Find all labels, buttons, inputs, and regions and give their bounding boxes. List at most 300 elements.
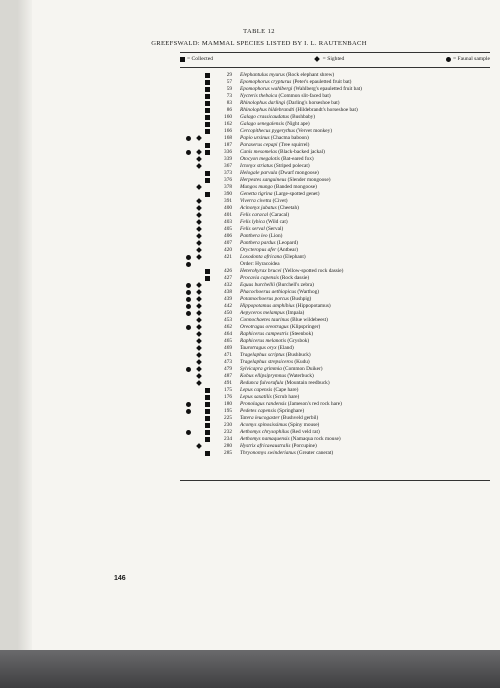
species-name <box>240 184 317 191</box>
species-number: 285 <box>224 450 232 456</box>
sighted-diamond-icon <box>196 184 202 190</box>
sighted-diamond-icon <box>196 331 202 337</box>
species-number: 280 <box>224 443 232 449</box>
species-name <box>240 177 330 184</box>
species-name <box>240 401 342 408</box>
sighted-diamond-icon <box>196 212 202 218</box>
table-row <box>18 79 500 86</box>
scientific-name: Felis lybica <box>240 219 265 225</box>
legend <box>180 56 490 62</box>
scientific-name: Aepyceros melampus <box>240 310 285 316</box>
scientific-name: Procavia capensis <box>240 275 279 281</box>
sighted-diamond-icon <box>196 380 202 386</box>
common-name: (Darling's horseshoe bat) <box>286 100 340 106</box>
table-row <box>18 415 500 422</box>
table-row <box>18 359 500 366</box>
common-name: (Steenbok) <box>289 331 313 337</box>
common-name: (Bushpig) <box>290 296 312 302</box>
table-row <box>18 268 500 275</box>
page-number: 146 <box>114 575 126 582</box>
common-name: (Black-backed jackal) <box>278 149 325 155</box>
species-number: 491 <box>224 380 232 386</box>
collected-square-icon <box>205 101 210 106</box>
species-number: 426 <box>224 268 232 274</box>
legend-collected-label: = Collected <box>187 56 213 62</box>
species-name <box>240 254 306 261</box>
scientific-name: Paraxerus cepapi <box>240 142 278 148</box>
scientific-name: Oreotragus oreotragus <box>240 324 289 330</box>
species-name <box>240 170 319 177</box>
table-row <box>18 310 500 317</box>
species-name <box>240 79 351 86</box>
scientific-name: Raphicerus campestris <box>240 331 289 337</box>
species-name <box>240 296 311 303</box>
collected-square-icon <box>205 430 210 435</box>
sighted-diamond-icon <box>196 345 202 351</box>
faunal-sample-dot-icon <box>186 255 191 260</box>
common-name: (Leopard) <box>276 240 299 246</box>
species-name <box>240 72 334 79</box>
common-name: (Chacma baboon) <box>270 135 309 141</box>
scientific-name: Loxodonta africana <box>240 254 282 260</box>
common-name: (Bushveld gerbil) <box>281 415 319 421</box>
species-name <box>240 198 288 205</box>
table-row <box>18 324 500 331</box>
scientific-name: Acomys spinosissimus <box>240 422 287 428</box>
table-number: TABLE 12 <box>243 28 275 35</box>
collected-square-icon <box>205 395 210 400</box>
dot-icon <box>446 57 451 62</box>
common-name: (Eland) <box>277 345 294 351</box>
common-name: (Hildebrandt's horseshoe bat) <box>295 107 358 113</box>
collected-square-icon <box>205 143 210 148</box>
species-name <box>240 226 283 233</box>
sighted-diamond-icon <box>196 156 202 162</box>
species-name <box>240 268 343 275</box>
species-name <box>240 436 341 443</box>
scientific-name: Felis caracal <box>240 212 269 218</box>
species-number: 438 <box>224 289 232 295</box>
table-row <box>18 86 500 93</box>
species-number: 401 <box>224 212 232 218</box>
species-name <box>240 282 314 289</box>
collected-square-icon <box>205 437 210 442</box>
table-row <box>18 373 500 380</box>
species-name <box>240 394 299 401</box>
faunal-sample-dot-icon <box>186 430 191 435</box>
species-number: 432 <box>224 282 232 288</box>
faunal-sample-dot-icon <box>186 311 191 316</box>
sighted-diamond-icon <box>196 135 202 141</box>
collected-square-icon <box>205 122 210 127</box>
species-number: 232 <box>224 429 232 435</box>
species-name <box>240 429 320 436</box>
species-name <box>240 135 309 142</box>
faunal-sample-dot-icon <box>186 402 191 407</box>
table-row <box>18 121 500 128</box>
species-number: 234 <box>224 436 232 442</box>
species-name <box>240 149 325 156</box>
common-name: (Warthog) <box>297 289 320 295</box>
common-name: (Slender mongoose) <box>287 177 331 183</box>
table-row <box>18 282 500 289</box>
scientific-name: Epomophorus wahlbergi <box>240 86 293 92</box>
common-name: (Red veld rat) <box>290 429 320 435</box>
sighted-diamond-icon <box>196 240 202 246</box>
species-number: 405 <box>224 226 232 232</box>
common-name: (Burchell's zebra) <box>276 282 314 288</box>
table-row <box>18 177 500 184</box>
species-name <box>240 289 319 296</box>
legend-collected <box>180 56 213 62</box>
table-row <box>18 72 500 79</box>
collected-square-icon <box>205 108 210 113</box>
faunal-sample-dot-icon <box>186 290 191 295</box>
sighted-diamond-icon <box>196 359 202 365</box>
collected-square-icon <box>205 129 210 134</box>
scientific-name: Galago crassicaudatus <box>240 114 289 120</box>
scientific-name: Kobus ellipsiprymnus <box>240 373 287 379</box>
table-row <box>18 93 500 100</box>
species-number: 473 <box>224 359 232 365</box>
diamond-icon <box>314 56 320 62</box>
species-name <box>240 121 310 128</box>
common-name: (Wahlberg's epauletted fruit bat) <box>293 86 362 92</box>
collected-square-icon <box>205 269 210 274</box>
scientific-name: Canis mesomelas <box>240 149 277 155</box>
table-row <box>18 450 500 457</box>
common-name: (Greater canerat) <box>297 450 334 456</box>
scientific-name: Otocyon megalotis <box>240 156 280 162</box>
scientific-name: Heterohyrax brucei <box>240 268 282 274</box>
table-row <box>18 345 500 352</box>
faunal-sample-dot-icon <box>186 283 191 288</box>
species-name <box>240 408 304 415</box>
common-name: (Vervet monkey) <box>296 128 333 134</box>
species-name <box>240 331 313 338</box>
table-row <box>18 443 500 450</box>
scientific-name: Papio ursinus <box>240 135 270 141</box>
species-name <box>240 380 330 387</box>
collected-square-icon <box>205 171 210 176</box>
table-row <box>18 233 500 240</box>
species-name <box>240 156 314 163</box>
table-row <box>18 212 500 219</box>
collected-square-icon <box>205 192 210 197</box>
species-number: 465 <box>224 338 232 344</box>
collected-square-icon <box>205 115 210 120</box>
species-number: 453 <box>224 317 232 323</box>
legend-faunal <box>446 56 490 62</box>
species-name <box>240 345 294 352</box>
species-name <box>240 261 280 268</box>
species-name <box>240 128 332 135</box>
table-title: GREEFSWALD: MAMMAL SPECIES LISTED BY I. L. RAUTENBACH <box>151 40 367 47</box>
species-name <box>240 219 288 226</box>
table-row <box>18 184 500 191</box>
species-number: 29 <box>226 72 232 78</box>
table-row <box>18 436 500 443</box>
scientific-name: Pronolagus randensis <box>240 401 287 407</box>
scientific-name: Redunca fulvorufula <box>240 380 284 386</box>
species-number: 407 <box>224 240 232 246</box>
common-name: (Antbear) <box>277 247 299 253</box>
species-number: 175 <box>224 387 232 393</box>
common-name: (Spiny mouse) <box>288 422 320 428</box>
sighted-diamond-icon <box>196 352 202 358</box>
species-name <box>240 212 289 219</box>
common-name: (Tree squirrel) <box>278 142 310 148</box>
page-left-edge <box>0 0 18 688</box>
table-row <box>18 296 500 303</box>
common-name: (Serval) <box>266 226 284 232</box>
species-number: 469 <box>224 345 232 351</box>
sighted-diamond-icon <box>196 296 202 302</box>
species-number: 376 <box>224 177 232 183</box>
common-name: (Night ape) <box>285 121 310 127</box>
species-number: 59 <box>226 86 232 92</box>
species-number: 406 <box>224 233 232 239</box>
collected-square-icon <box>205 388 210 393</box>
scientific-name: Helogale parvula <box>240 170 278 176</box>
common-name: (Porcupine) <box>291 443 317 449</box>
species-number: 86 <box>226 107 232 113</box>
species-number: 83 <box>226 100 232 106</box>
species-number: 462 <box>224 324 232 330</box>
species-number: 471 <box>224 352 232 358</box>
collected-square-icon <box>205 73 210 78</box>
common-name: (Common slit-faced bat) <box>278 93 331 99</box>
species-name <box>240 205 299 212</box>
sighted-diamond-icon <box>196 219 202 225</box>
table-row <box>18 163 500 170</box>
species-number: 464 <box>224 331 232 337</box>
scientific-name: Raphicerus melanotis <box>240 338 287 344</box>
species-number: 378 <box>224 184 232 190</box>
table-row <box>18 289 500 296</box>
common-name: (Large-spotted genet) <box>273 191 320 197</box>
faunal-sample-dot-icon <box>186 304 191 309</box>
table-row <box>18 380 500 387</box>
common-name: (Mountain reedbuck) <box>284 380 330 386</box>
scientific-name: Lepus saxatilis <box>240 394 272 400</box>
table-row <box>18 191 500 198</box>
species-name <box>240 275 309 282</box>
table-row <box>18 401 500 408</box>
collected-square-icon <box>205 416 210 421</box>
species-name <box>240 317 328 324</box>
legend-rule <box>180 67 490 68</box>
collected-square-icon <box>205 451 210 456</box>
table-row <box>18 254 500 261</box>
common-name: (Namaqua rock mouse) <box>290 436 341 442</box>
species-number: 160 <box>224 114 232 120</box>
scientific-name: Herpestes sanguineus <box>240 177 287 183</box>
species-name <box>240 142 309 149</box>
species-number: 336 <box>224 149 232 155</box>
scientific-name: Rhinolophus darlingi <box>240 100 286 106</box>
bottom-rule <box>180 480 490 481</box>
table-row <box>18 142 500 149</box>
common-name: (Yellow-spotted rock dassie) <box>282 268 344 274</box>
scientific-name: Hippopotamus amphibius <box>240 303 295 309</box>
faunal-sample-dot-icon <box>186 150 191 155</box>
table-row <box>18 107 500 114</box>
table-row <box>18 352 500 359</box>
species-number: 427 <box>224 275 232 281</box>
scientific-name: Panthera pardus <box>240 240 276 246</box>
common-name: (Civet) <box>272 198 288 204</box>
sighted-diamond-icon <box>196 338 202 344</box>
book-page <box>18 0 500 650</box>
table-row <box>18 394 500 401</box>
species-number: 367 <box>224 163 232 169</box>
table-row <box>18 303 500 310</box>
common-name: (Elephant) <box>283 254 306 260</box>
sighted-diamond-icon <box>196 443 202 449</box>
scientific-name: Panthera leo <box>240 233 268 239</box>
collected-square-icon <box>205 276 210 281</box>
species-number: 180 <box>224 401 232 407</box>
species-number: 390 <box>224 191 232 197</box>
scientific-name: Tatera leucogaster <box>240 415 280 421</box>
species-name <box>240 324 320 331</box>
species-number: 166 <box>224 128 232 134</box>
table-row <box>18 198 500 205</box>
scientific-name: Lepus capensis <box>240 387 273 393</box>
sighted-diamond-icon <box>196 289 202 295</box>
scientific-name: Orycteropus afer <box>240 247 277 253</box>
sighted-diamond-icon <box>196 310 202 316</box>
scientific-name: Viverra civetta <box>240 198 272 204</box>
species-name <box>240 352 311 359</box>
legend-sighted <box>315 56 345 62</box>
species-name <box>240 422 319 429</box>
table-row <box>18 226 500 233</box>
scientific-name: Aethomys namaquensis <box>240 436 290 442</box>
table-row <box>18 317 500 324</box>
species-number: 230 <box>224 422 232 428</box>
species-number: 225 <box>224 415 232 421</box>
legend-sighted-label: = Sighted <box>322 56 345 62</box>
common-name: Order: Hyracoidea <box>240 261 280 267</box>
table-row <box>18 205 500 212</box>
species-number: 442 <box>224 303 232 309</box>
common-name: (Blue wildebeest) <box>290 317 328 323</box>
scientific-name: Equus burchellii <box>240 282 275 288</box>
top-rule <box>180 52 490 53</box>
sighted-diamond-icon <box>196 226 202 232</box>
sighted-diamond-icon <box>196 317 202 323</box>
table-row <box>18 422 500 429</box>
common-name: (Banded mongoose) <box>274 184 317 190</box>
species-name <box>240 373 314 380</box>
scientific-name: Ictonyx striatus <box>240 163 273 169</box>
species-name <box>240 107 358 114</box>
common-name: (Rock elephant shrew) <box>286 72 335 78</box>
species-number: 420 <box>224 247 232 253</box>
sighted-diamond-icon <box>196 303 202 309</box>
species-name <box>240 233 282 240</box>
species-name <box>240 310 304 317</box>
scientific-name: Hystrix africaeaustralis <box>240 443 291 449</box>
common-name: (Kudu) <box>294 359 310 365</box>
table-row <box>18 100 500 107</box>
species-name <box>240 86 362 93</box>
species-number: 421 <box>224 254 232 260</box>
species-number: 176 <box>224 394 232 400</box>
collected-square-icon <box>205 409 210 414</box>
species-name <box>240 415 318 422</box>
scientific-name: Rhinolophus hildebrandti <box>240 107 295 113</box>
species-number: 162 <box>224 121 232 127</box>
sighted-diamond-icon <box>196 247 202 253</box>
table-row <box>18 128 500 135</box>
scientific-name: Thryonomys swinderianus <box>240 450 296 456</box>
common-name: (Wild cat) <box>266 219 288 225</box>
scientific-name: Nycteris thebaica <box>240 93 278 99</box>
square-icon <box>180 57 185 62</box>
species-number: 403 <box>224 219 232 225</box>
faunal-sample-dot-icon <box>186 367 191 372</box>
species-name <box>240 100 340 107</box>
scientific-name: Potamochoerus porcus <box>240 296 289 302</box>
common-name: (Springhare) <box>277 408 305 414</box>
species-name <box>240 366 323 373</box>
common-name: (Hippopotamus) <box>295 303 331 309</box>
species-number: 73 <box>226 93 232 99</box>
common-name: (Grysbok) <box>287 338 310 344</box>
species-number: 339 <box>224 156 232 162</box>
sighted-diamond-icon <box>196 198 202 204</box>
faunal-sample-dot-icon <box>186 136 191 141</box>
collected-square-icon <box>205 423 210 428</box>
common-name: (Bat-eared fox) <box>281 156 314 162</box>
table-row <box>18 156 500 163</box>
sighted-diamond-icon <box>196 163 202 169</box>
scientific-name: Aethomys chrysophilus <box>240 429 289 435</box>
faunal-sample-dot-icon <box>186 325 191 330</box>
scientific-name: Tragelaphus strepsiceros <box>240 359 294 365</box>
sighted-diamond-icon <box>196 205 202 211</box>
species-number: 187 <box>224 142 232 148</box>
table-row <box>18 149 500 156</box>
species-name <box>240 163 310 170</box>
table-row <box>18 247 500 254</box>
table-row <box>18 408 500 415</box>
common-name: (Caracal) <box>269 212 290 218</box>
sighted-diamond-icon <box>196 233 202 239</box>
collected-square-icon <box>205 150 210 155</box>
scientific-name: Mungos mungo <box>240 184 273 190</box>
scientific-name: Galago senegalensis <box>240 121 284 127</box>
common-name: (Striped polecat) <box>274 163 310 169</box>
scientific-name: Tragelaphus scriptus <box>240 352 285 358</box>
sighted-diamond-icon <box>196 324 202 330</box>
collected-square-icon <box>205 87 210 92</box>
scientific-name: Pedetes capensis <box>240 408 277 414</box>
species-name <box>240 247 298 254</box>
species-name <box>240 450 333 457</box>
species-number: 400 <box>224 205 232 211</box>
common-name: (Rock dassie) <box>280 275 310 281</box>
collected-square-icon <box>205 80 210 85</box>
common-name: (Bushbaby) <box>290 114 316 120</box>
common-name: (Bushbuck) <box>285 352 311 358</box>
species-number: 57 <box>226 79 232 85</box>
scientific-name: Connochaetes taurinus <box>240 317 289 323</box>
scientific-name: Phacochoerus aethiopicus <box>240 289 297 295</box>
